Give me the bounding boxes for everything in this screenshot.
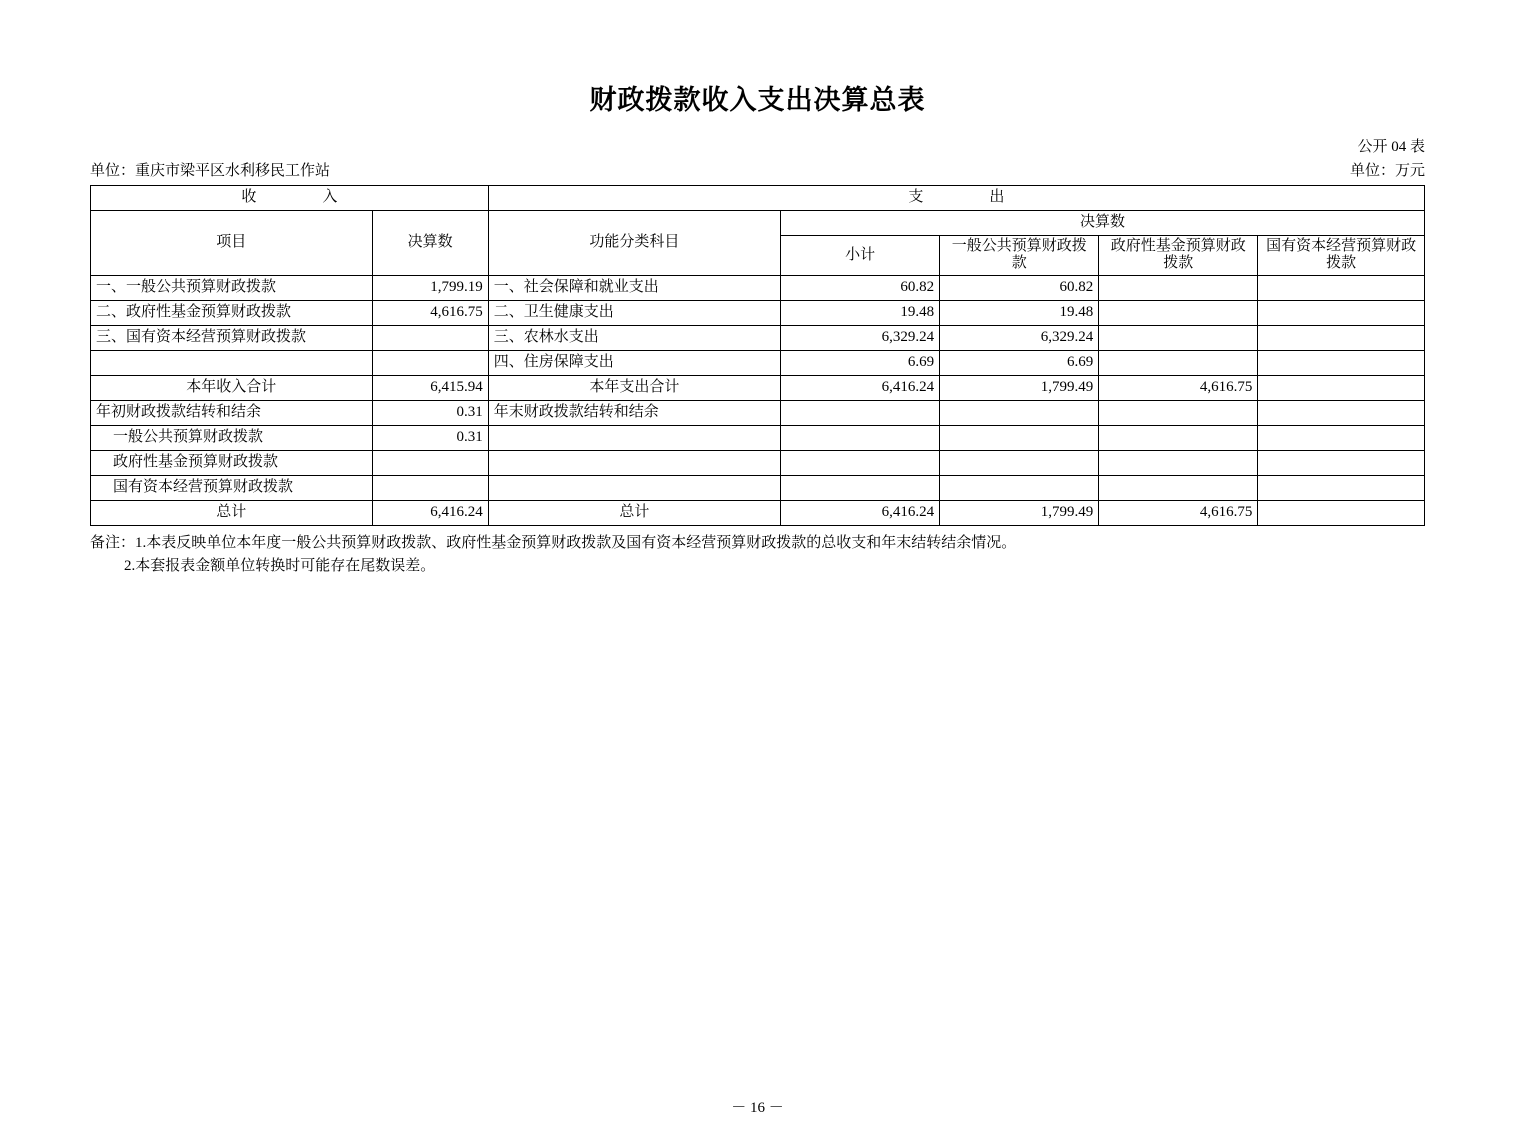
income-amount: 0.31 bbox=[372, 400, 488, 425]
document-page bbox=[0, 78, 1515, 1147]
expenditure-subtotal bbox=[781, 425, 940, 450]
expenditure-subtotal bbox=[781, 475, 940, 500]
expenditure-general: 19.48 bbox=[940, 300, 1099, 325]
expenditure-general: 1,799.49 bbox=[940, 375, 1099, 400]
income-item bbox=[91, 350, 373, 375]
expenditure-capital bbox=[1258, 400, 1425, 425]
expenditure-fund bbox=[1099, 300, 1258, 325]
form-code-row bbox=[90, 135, 1425, 157]
expenditure-subtotal: 6,416.24 bbox=[781, 375, 940, 400]
table-row bbox=[91, 425, 1425, 450]
table-row bbox=[91, 350, 1425, 375]
expenditure-capital bbox=[1258, 350, 1425, 375]
expenditure-subject: 二、卫生健康支出 bbox=[488, 300, 780, 325]
expenditure-subtotal bbox=[781, 400, 940, 425]
expenditure-subtotal: 60.82 bbox=[781, 275, 940, 300]
table-row bbox=[91, 400, 1425, 425]
header-function-subject: 功能分类科目 bbox=[488, 211, 780, 276]
income-item: 年初财政拨款结转和结余 bbox=[91, 400, 373, 425]
expenditure-capital bbox=[1258, 425, 1425, 450]
page-title: 财政拨款收入支出决算总表 bbox=[589, 85, 926, 115]
expenditure-subject: 一、社会保障和就业支出 bbox=[488, 275, 780, 300]
expenditure-subject bbox=[488, 450, 780, 475]
expenditure-fund bbox=[1099, 400, 1258, 425]
note-line-2: 2.本套报表金额单位转换时可能存在尾数误差。 bbox=[124, 557, 436, 574]
unit-row bbox=[90, 159, 1425, 181]
table-row bbox=[91, 475, 1425, 500]
expenditure-subtotal bbox=[781, 450, 940, 475]
unit-name: 单位：重庆市梁平区水利移民工作站 bbox=[90, 163, 331, 179]
header-income-group: 收 入 bbox=[91, 186, 489, 211]
expenditure-subject: 本年支出合计 bbox=[488, 375, 780, 400]
header-general-public: 一般公共预算财政拨款 bbox=[940, 236, 1099, 276]
expenditure-general: 6.69 bbox=[940, 350, 1099, 375]
expenditure-general bbox=[940, 425, 1099, 450]
income-item: 政府性基金预算财政拨款 bbox=[91, 450, 373, 475]
income-item: 二、政府性基金预算财政拨款 bbox=[91, 300, 373, 325]
header-state-capital: 国有资本经营预算财政拨款 bbox=[1258, 236, 1425, 276]
expenditure-subject: 总计 bbox=[488, 500, 780, 525]
budget-table bbox=[90, 185, 1425, 526]
table-row bbox=[91, 300, 1425, 325]
header-income-final: 决算数 bbox=[372, 211, 488, 276]
expenditure-fund bbox=[1099, 475, 1258, 500]
expenditure-general: 6,329.24 bbox=[940, 325, 1099, 350]
page-number: － 16 － bbox=[731, 1100, 784, 1116]
expenditure-capital bbox=[1258, 475, 1425, 500]
expenditure-fund bbox=[1099, 425, 1258, 450]
header-subtotal: 小计 bbox=[781, 236, 940, 276]
expenditure-general bbox=[940, 400, 1099, 425]
header-gov-fund: 政府性基金预算财政拨款 bbox=[1099, 236, 1258, 276]
table-row bbox=[91, 275, 1425, 300]
expenditure-general bbox=[940, 475, 1099, 500]
expenditure-capital bbox=[1258, 300, 1425, 325]
expenditure-capital bbox=[1258, 375, 1425, 400]
expenditure-fund bbox=[1099, 325, 1258, 350]
expenditure-fund bbox=[1099, 275, 1258, 300]
income-amount bbox=[372, 350, 488, 375]
expenditure-subtotal: 6,416.24 bbox=[781, 500, 940, 525]
expenditure-capital bbox=[1258, 450, 1425, 475]
table-row bbox=[91, 375, 1425, 400]
expenditure-subject bbox=[488, 425, 780, 450]
table-header-group-row bbox=[91, 186, 1425, 211]
table-row bbox=[91, 450, 1425, 475]
income-amount: 4,616.75 bbox=[372, 300, 488, 325]
expenditure-general: 60.82 bbox=[940, 275, 1099, 300]
expenditure-capital bbox=[1258, 275, 1425, 300]
table-header-row-1 bbox=[91, 211, 1425, 236]
expenditure-subject: 年末财政拨款结转和结余 bbox=[488, 400, 780, 425]
expenditure-fund: 4,616.75 bbox=[1099, 500, 1258, 525]
expenditure-subject: 三、农林水支出 bbox=[488, 325, 780, 350]
income-amount: 0.31 bbox=[372, 425, 488, 450]
expenditure-subtotal: 19.48 bbox=[781, 300, 940, 325]
header-item: 项目 bbox=[91, 211, 373, 276]
income-amount bbox=[372, 475, 488, 500]
income-item: 总计 bbox=[91, 500, 373, 525]
income-amount: 1,799.19 bbox=[372, 275, 488, 300]
expenditure-fund bbox=[1099, 350, 1258, 375]
expenditure-capital bbox=[1258, 325, 1425, 350]
expenditure-subtotal: 6.69 bbox=[781, 350, 940, 375]
table-row bbox=[91, 325, 1425, 350]
expenditure-fund: 4,616.75 bbox=[1099, 375, 1258, 400]
expenditure-general: 1,799.49 bbox=[940, 500, 1099, 525]
income-item: 国有资本经营预算财政拨款 bbox=[91, 475, 373, 500]
income-item: 本年收入合计 bbox=[91, 375, 373, 400]
unit-measure: 单位：万元 bbox=[1349, 163, 1425, 179]
income-amount bbox=[372, 450, 488, 475]
income-amount: 6,416.24 bbox=[372, 500, 488, 525]
income-item: 三、国有资本经营预算财政拨款 bbox=[91, 325, 373, 350]
expenditure-capital bbox=[1258, 500, 1425, 525]
income-item: 一般公共预算财政拨款 bbox=[91, 425, 373, 450]
form-code: 公开 04 表 bbox=[1357, 139, 1425, 155]
income-amount bbox=[372, 325, 488, 350]
income-amount: 6,415.94 bbox=[372, 375, 488, 400]
expenditure-subject bbox=[488, 475, 780, 500]
expenditure-general bbox=[940, 450, 1099, 475]
income-item: 一、一般公共预算财政拨款 bbox=[91, 275, 373, 300]
table-notes bbox=[90, 532, 1425, 579]
header-expenditure-group: 支 出 bbox=[488, 186, 1424, 211]
note-line-1: 备注：1.本表反映单位本年度一般公共预算财政拨款、政府性基金预算财政拨款及国有资本经营预算财政拨款的总收支和年末结转结余情况。 bbox=[90, 534, 1017, 551]
header-final-group: 决算数 bbox=[781, 211, 1425, 236]
expenditure-subject: 四、住房保障支出 bbox=[488, 350, 780, 375]
expenditure-fund bbox=[1099, 450, 1258, 475]
expenditure-subtotal: 6,329.24 bbox=[781, 325, 940, 350]
table-row-total bbox=[91, 500, 1425, 525]
